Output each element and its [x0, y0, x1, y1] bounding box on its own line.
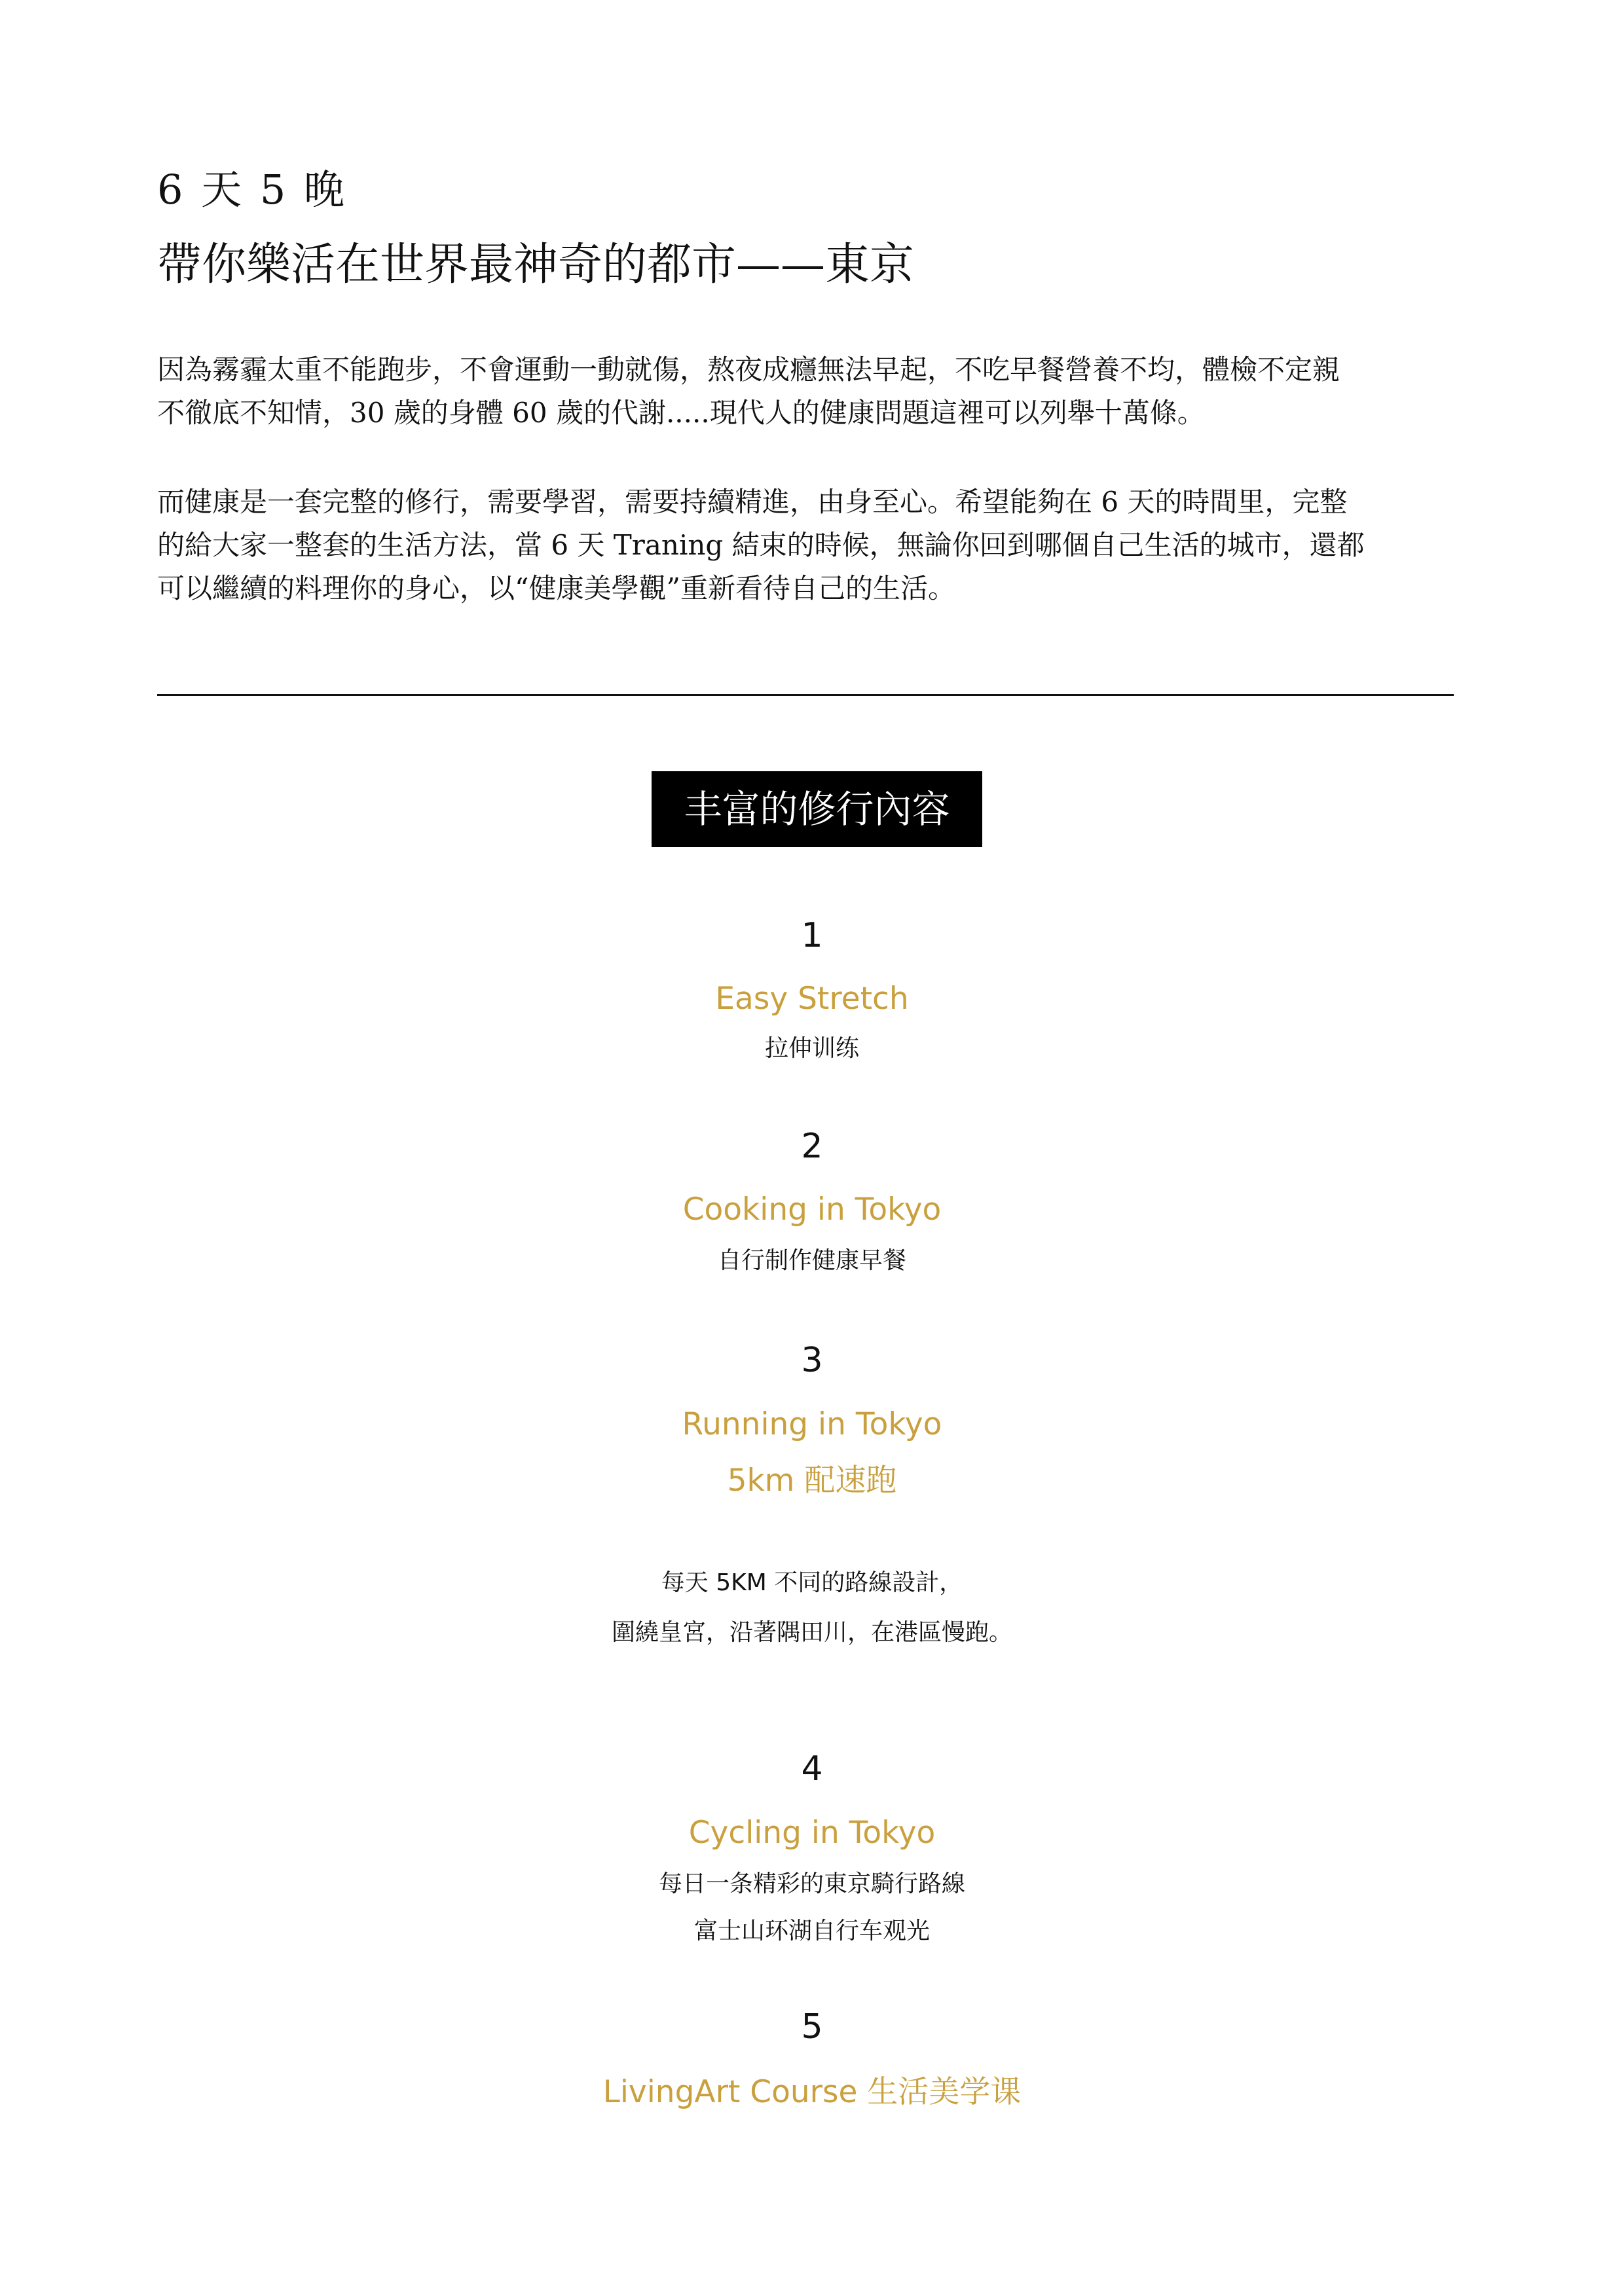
intro-paragraph-2-line: 的給大家一整套的生活方法，當 6 天 Traning 結束的時候，無論你回到哪個自己生活的城市，還都: [157, 529, 1365, 561]
section-title: 丰富的修行內容: [652, 771, 982, 847]
item-number: 3: [801, 1341, 823, 1380]
item-subtitle-extra: 富士山环湖自行车观光: [693, 1918, 930, 1944]
item-subtitle: 自行制作健康早餐: [717, 1247, 906, 1274]
item-title: LivingArt Course 生活美学课: [602, 2074, 1022, 2110]
item-subtitle: 拉伸训练: [764, 1035, 859, 1062]
item-subtitle: 每日一条精彩的東京騎行路線: [658, 1870, 965, 1897]
item-title-extra: 5km 配速跑: [727, 1463, 897, 1499]
item-title: Cycling in Tokyo: [688, 1815, 936, 1851]
intro-paragraph-1-line: 因為霧霾太重不能跑步，不會運動一動就傷，熬夜成癮無法早起，不吃早餐營養不均，體檢不定親: [157, 354, 1340, 386]
intro-paragraph-2-line: 可以繼續的料理你的身心，以“健康美學觀”重新看待自己的生活。: [157, 572, 955, 604]
item-title: Cooking in Tokyo: [682, 1192, 942, 1228]
item-number: 2: [801, 1127, 823, 1166]
item-title: Running in Tokyo: [682, 1406, 942, 1442]
page-title-headline: 帶你樂活在世界最神奇的都市——東京: [157, 239, 915, 291]
item-title: Easy Stretch: [715, 981, 909, 1017]
item-description: 每天 5KM 不同的路線設計，: [661, 1569, 963, 1596]
item-number: 5: [801, 2007, 823, 2047]
page-title-duration: 6 天 5 晚: [157, 166, 348, 213]
intro-paragraph-1-line: 不徹底不知情，30 歲的身體 60 歲的代謝.....現代人的健康問題這裡可以列舉十萬條。: [157, 397, 1205, 429]
item-number: 1: [801, 916, 823, 955]
item-description: 圍繞皇宮，沿著隅田川，在港區慢跑。: [611, 1619, 1012, 1646]
item-number: 4: [801, 1749, 823, 1789]
intro-paragraph-2-line: 而健康是一套完整的修行，需要學習，需要持續精進，由身至心。希望能夠在 6 天的時間里，完整: [157, 486, 1348, 518]
